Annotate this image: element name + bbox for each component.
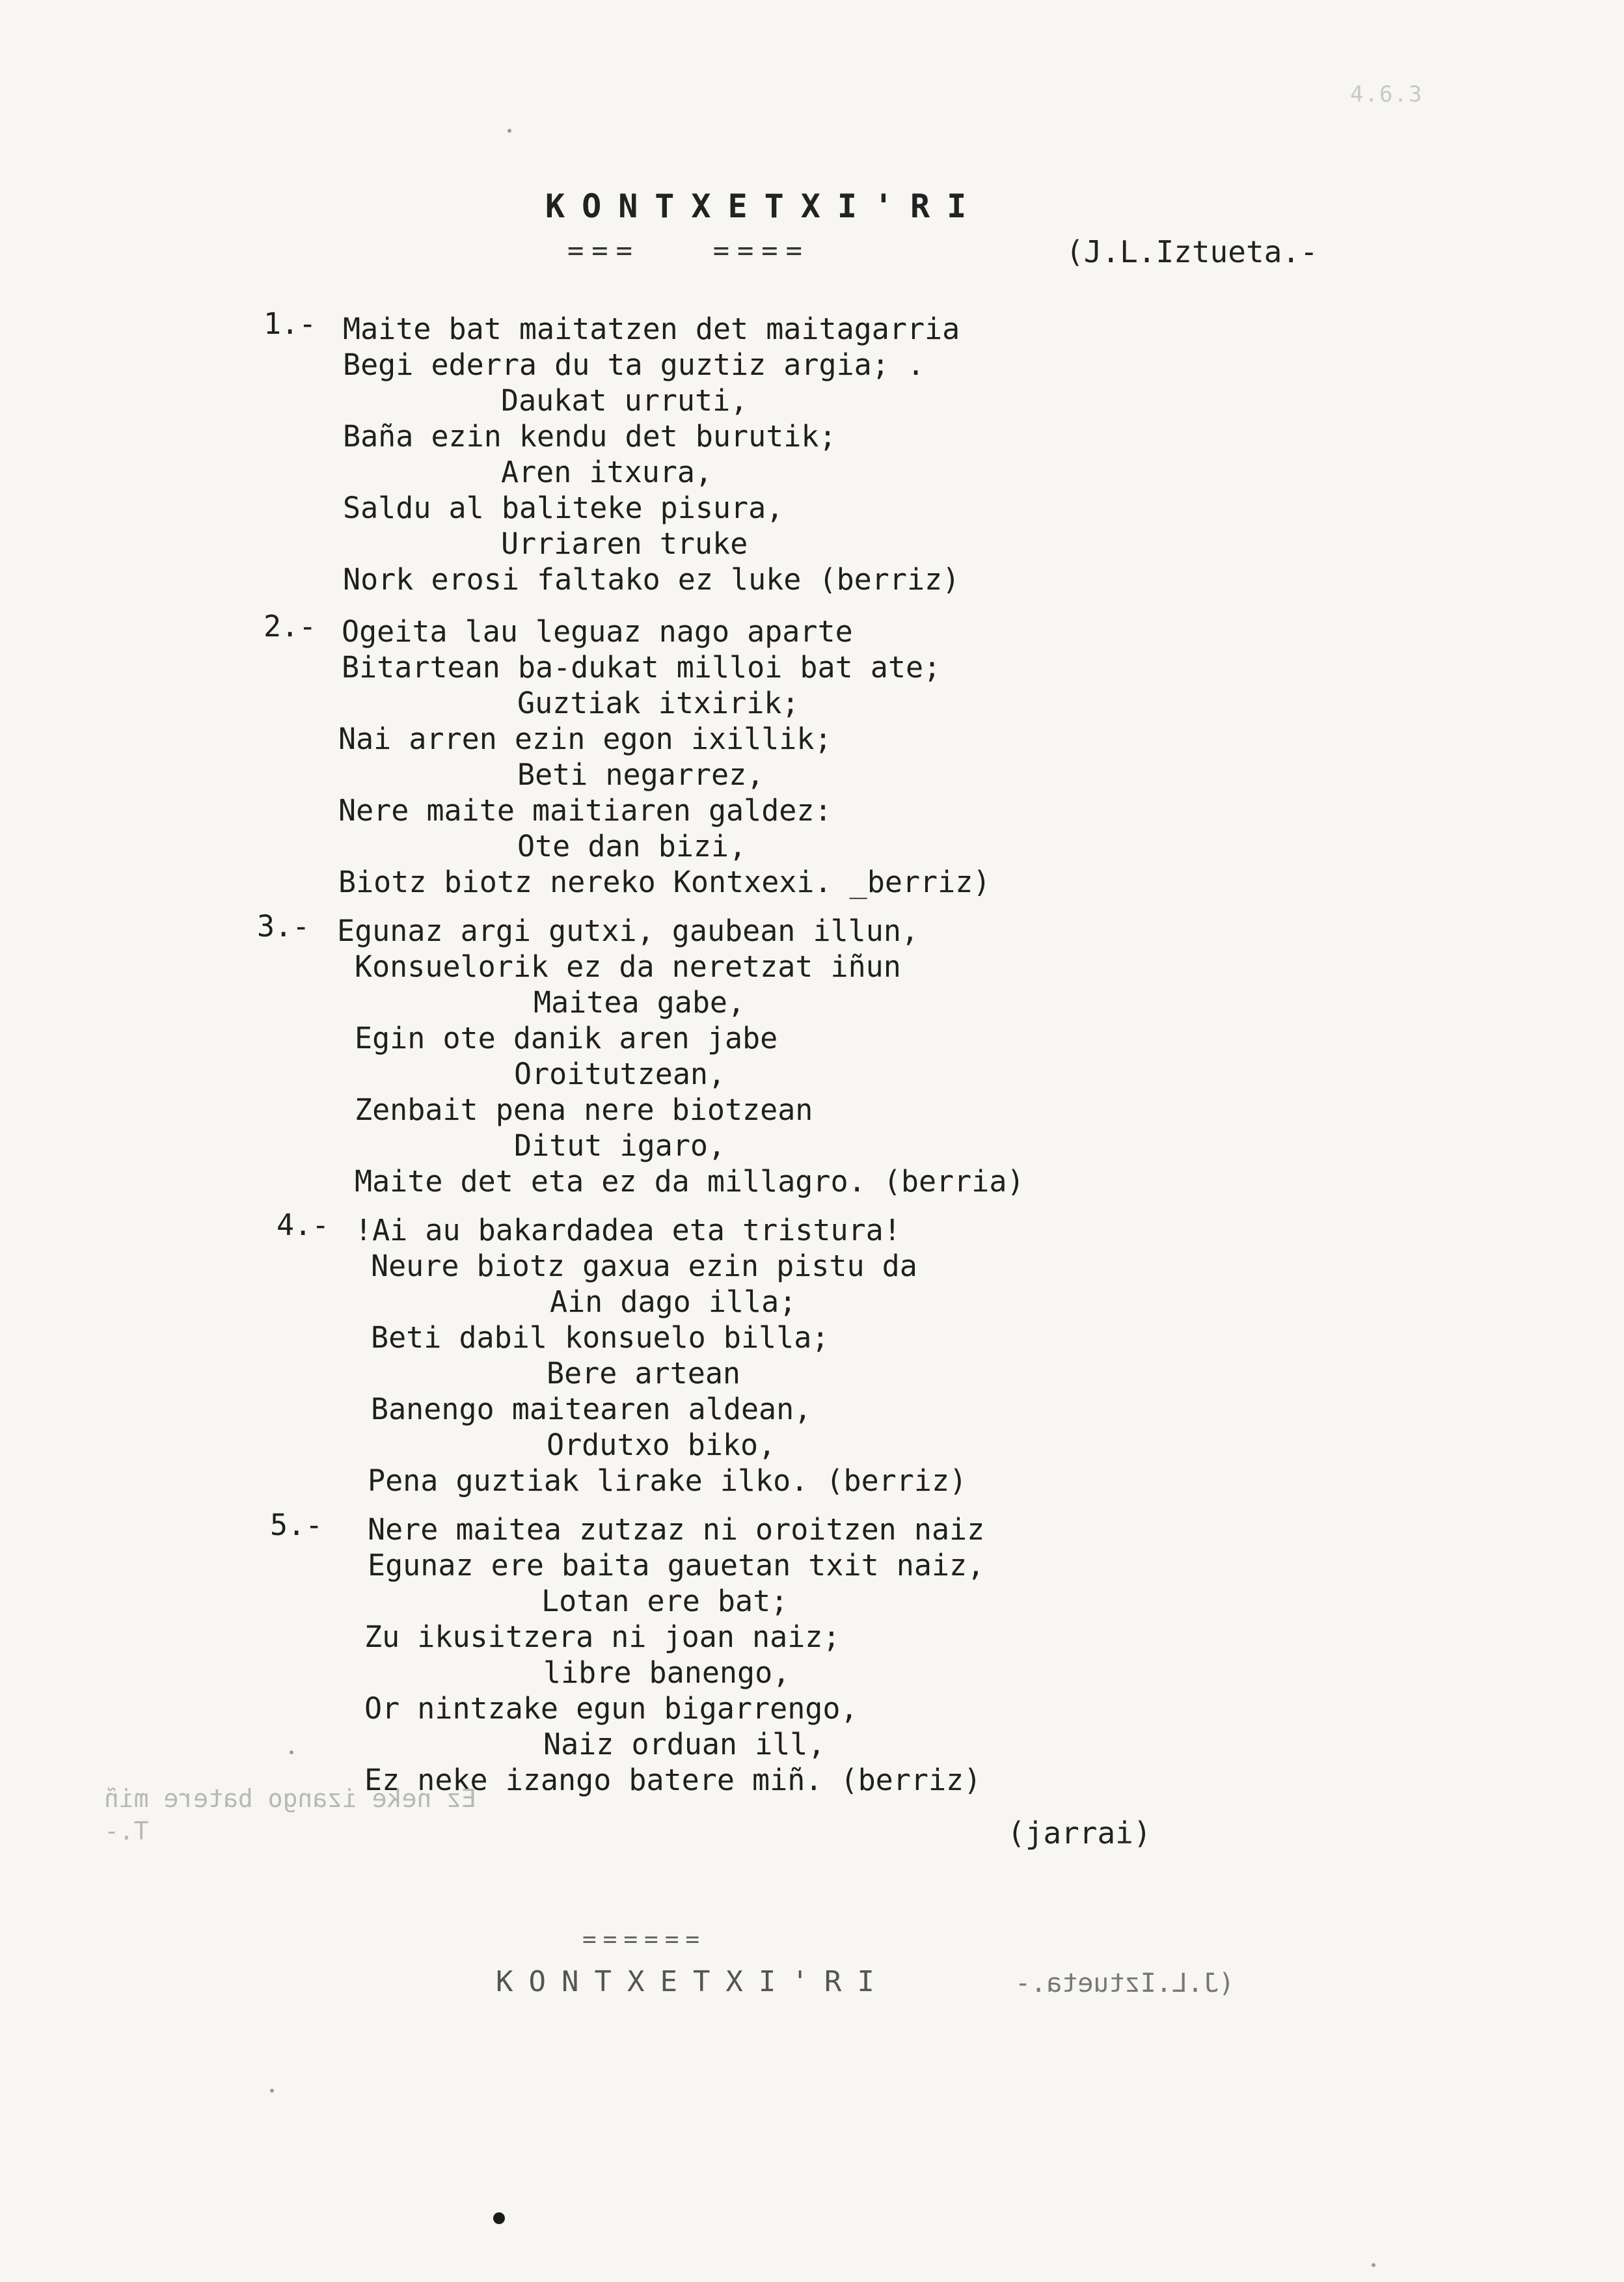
verse-line: Oroitutzean, <box>514 1057 726 1091</box>
verse-line: Naiz orduan ill, <box>543 1727 826 1761</box>
bleed-through-dash: T.- <box>104 1817 149 1845</box>
verse-line: Aren itxura, <box>501 455 713 489</box>
stanza-number: 2.- <box>264 609 317 644</box>
author-attribution: (J.L.Iztueta.- <box>1066 234 1318 269</box>
verse-line: libre banengo, <box>543 1655 791 1690</box>
verse-line: Neure biotz gaxua ezin pistu da <box>371 1249 917 1283</box>
verse-line: Egin ote danik aren jabe <box>355 1021 778 1055</box>
verse-line: Beti dabil konsuelo billa; <box>371 1320 830 1355</box>
ink-dot <box>493 2212 505 2224</box>
paper-speck <box>508 129 511 133</box>
verse-line: Maite bat maitatzen det maitagarria <box>343 312 960 346</box>
verse-line: Maite det eta ez da millagro. (berria) <box>355 1164 1025 1199</box>
verse-line: Ez neke izango batere miñ. (berriz) <box>364 1763 982 1797</box>
paper-speck <box>290 1750 293 1754</box>
verse-line: Egunaz argi gutxi, gaubean illun, <box>337 914 919 948</box>
stanza-number: 3.- <box>257 909 310 944</box>
continued-note: (jarrai) <box>1007 1815 1152 1851</box>
verse-line: Or nintzake egun bigarrengo, <box>364 1691 858 1726</box>
verse-line: Saldu al baliteke pisura, <box>343 491 784 525</box>
bleed-through-rule: ====== <box>582 1926 707 1953</box>
stanza-number: 5.- <box>270 1508 323 1542</box>
verse-line: Nere maite maitiaren galdez: <box>338 793 832 828</box>
verse-line: Guztiak itxirik; <box>517 686 800 720</box>
bleed-through-author: (J.L.Iztueta.- <box>1015 1968 1235 1998</box>
title-underline: === ==== <box>567 234 810 266</box>
verse-line: Ogeita lau leguaz nago aparte <box>342 614 853 649</box>
verse-line: !Ai au bakardadea eta tristura! <box>355 1213 901 1247</box>
verse-line: Urriaren truke <box>501 526 748 561</box>
stanza-number: 4.- <box>277 1208 330 1242</box>
bleed-through-text: Ez neke izango batere miñ <box>104 1784 476 1813</box>
verse-line: Bere artean <box>547 1356 741 1391</box>
poem-title: KONTXETXI'RI <box>545 187 984 225</box>
stanza-number: 1.- <box>264 306 317 341</box>
verse-line: Biotz biotz nereko Kontxexi. _berriz) <box>338 865 991 899</box>
verse-line: Ote dan bizi, <box>517 829 747 863</box>
verse-line: Pena guztiak lirake ilko. (berriz) <box>368 1463 968 1498</box>
verse-line: Banengo maitearen aldean, <box>371 1392 812 1426</box>
verse-line: Ain dago illa; <box>550 1284 797 1319</box>
verse-line: Begi ederra du ta guztiz argia; . <box>343 347 925 382</box>
verse-line: Nai arren ezin egon ixillik; <box>338 722 832 756</box>
verse-line: Nere maitea zutzaz ni oroitzen naiz <box>368 1512 985 1547</box>
verse-line: Nork erosi faltako ez luke (berriz) <box>343 562 960 597</box>
paper-speck <box>1372 2263 1375 2267</box>
bleed-through-title: KONTXETXI'RI <box>496 1965 890 1998</box>
verse-line: Beti negarrez, <box>517 757 765 792</box>
verse-line: Ordutxo biko, <box>547 1428 776 1462</box>
archive-mark: 4.6.3 <box>1350 81 1424 107</box>
verse-line: Konsuelorik ez da neretzat iñun <box>355 949 901 984</box>
verse-line: Bitartean ba-dukat milloi bat ate; <box>342 650 941 685</box>
verse-line: Maitea gabe, <box>534 985 746 1020</box>
paper-speck <box>270 2089 274 2093</box>
verse-line: Daukat urruti, <box>501 383 748 418</box>
verse-line: Lotan ere bat; <box>541 1584 789 1618</box>
verse-line: Egunaz ere baita gauetan txit naiz, <box>368 1548 985 1582</box>
verse-line: Zu ikusitzera ni joan naiz; <box>364 1620 841 1654</box>
verse-line: Zenbait pena nere biotzean <box>355 1093 813 1127</box>
verse-line: Baña ezin kendu det burutik; <box>343 419 837 454</box>
verse-line: Ditut igaro, <box>514 1128 726 1163</box>
